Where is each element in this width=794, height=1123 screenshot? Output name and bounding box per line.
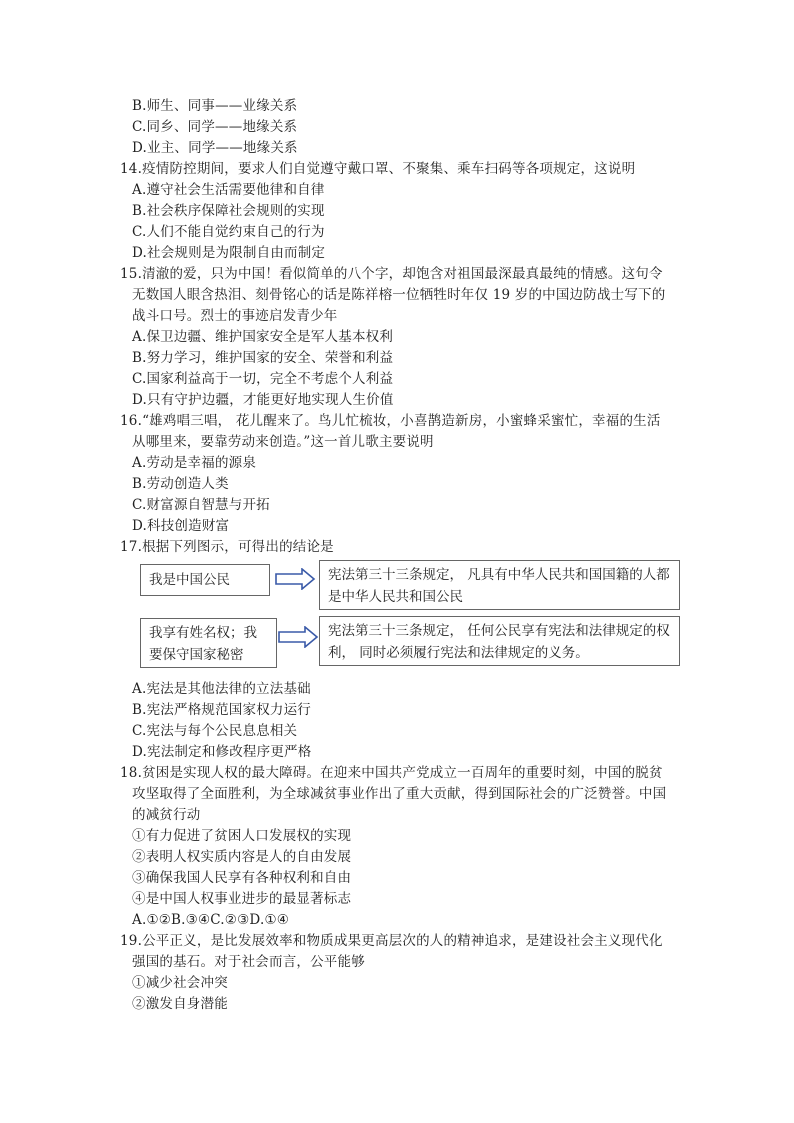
q18-answer-options: A.①②B.③④C.②③D.①④ — [132, 912, 290, 928]
q18-item-3: ③确保我国人民享有各种权利和自由 — [132, 870, 352, 886]
q18-stem-line3: 的减贫行动 — [132, 807, 201, 823]
diagram-box-citizen: 我是中国公民 — [140, 564, 270, 596]
q14-option-a: A.遵守社会生活需要他律和自律 — [132, 182, 325, 198]
q15-option-a: A.保卫边疆、维护国家安全是军人基本权利 — [132, 329, 394, 345]
q17-option-c: C.宪法与每个公民息息相关 — [132, 723, 298, 739]
q14-option-d: D.社会规则是为限制自由而制定 — [132, 245, 326, 261]
q17-option-d: D.宪法制定和修改程序更严格 — [132, 744, 312, 760]
q17-option-b: B.宪法严格规范国家权力运行 — [132, 702, 312, 718]
q18-stem-line1: 18.贫困是实现人权的最大障碍。在迎来中国共产党成立一百周年的重要时刻，中国的脱贫 — [120, 765, 663, 781]
q15-option-d: D.只有守护边疆，才能更好地实现人生价值 — [132, 392, 394, 408]
q15-stem-line1: 15.清澈的爱，只为中国！看似简单的八个字，却饱含对祖国最深最真最纯的情感。这句令 — [120, 266, 663, 282]
q18-item-4: ④是中国人权事业进步的最显著标志 — [132, 891, 352, 907]
q16-stem-line2: 从哪里来，要靠劳动来创造。”这一首儿歌主要说明 — [132, 434, 434, 450]
q13-option-c: C.同乡、同学——地缘关系 — [132, 119, 298, 135]
q16-option-b: B.劳动创造人类 — [132, 476, 229, 492]
q18-item-2: ②表明人权实质内容是人的自由发展 — [132, 849, 352, 865]
q19-stem-line2: 强国的基石。对于社会而言，公平能够 — [132, 954, 365, 970]
diagram-arrow-1 — [274, 568, 316, 590]
q17-option-a: A.宪法是其他法律的立法基础 — [132, 681, 311, 697]
q16-option-d: D.科技创造财富 — [132, 518, 230, 534]
q16-stem-line1: 16.“雄鸡唱三唱， 花儿醒来了。鸟儿忙梳妆，小喜鹊造新房，小蜜蜂采蜜忙，幸福的生活 — [120, 413, 661, 429]
q14-stem: 14.疫情防控期间，要求人们自觉遵守戴口罩、不聚集、乘车扫码等各项规定，这说明 — [120, 161, 636, 177]
q14-option-c: C.人们不能自觉约束自己的行为 — [132, 224, 325, 240]
q19-item-2: ②激发自身潜能 — [132, 996, 228, 1012]
diagram-arrow-2 — [277, 626, 319, 648]
q13-option-b: B.师生、同事——业缘关系 — [132, 98, 298, 114]
q15-stem-line2: 无数国人眼含热泪、刻骨铭心的话是陈祥榕一位牺牲时年仅 19 岁的中国边防战士写下的 — [132, 287, 666, 303]
q14-option-b: B.社会秩序保障社会规则的实现 — [132, 203, 325, 219]
diagram-box-article33-citizenship: 宪法第三十三条规定， 凡具有中华人民共和国国籍的人都是中华人民共和国公民 — [319, 560, 680, 610]
q16-option-a: A.劳动是幸福的源泉 — [132, 455, 257, 471]
diagram-box-rights-duties: 我享有姓名权；我要保守国家秘密 — [140, 618, 277, 668]
q16-option-c: C.财富源自智慧与开拓 — [132, 497, 270, 513]
q19-item-1: ①减少社会冲突 — [132, 975, 228, 991]
diagram-box-article33-rights: 宪法第三十三条规定， 任何公民享有宪法和法律规定的权利， 同时必须履行宪法和法律规定的义务。 — [319, 616, 680, 666]
q15-option-b: B.努力学习，维护国家的安全、荣誉和利益 — [132, 350, 394, 366]
q18-item-1: ①有力促进了贫困人口发展权的实现 — [132, 828, 352, 844]
q13-option-d: D.业主、同学——地缘关系 — [132, 140, 298, 156]
q15-stem-line3: 战斗口号。烈士的事迹启发青少年 — [132, 308, 338, 324]
q17-stem: 17.根据下列图示，可得出的结论是 — [120, 539, 334, 555]
q19-stem-line1: 19.公平正义，是比发展效率和物质成果更高层次的人的精神追求，是建设社会主义现代化 — [120, 933, 663, 949]
q15-option-c: C.国家利益高于一切，完全不考虑个人利益 — [132, 371, 394, 387]
q18-stem-line2: 攻坚取得了全面胜利，为全球减贫事业作出了重大贡献，得到国际社会的广泛赞誉。中国 — [132, 786, 667, 802]
